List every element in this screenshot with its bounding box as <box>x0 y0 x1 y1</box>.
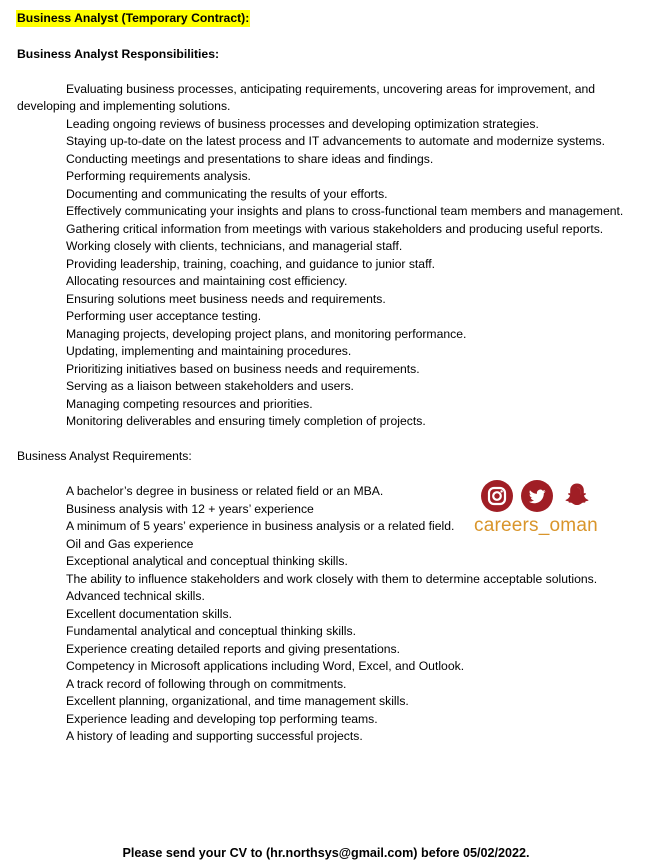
list-item-text: Documenting and communicating the results of your efforts. <box>66 186 388 201</box>
list-item-text: Evaluating business processes, anticipating requirements, uncovering areas for improvement, and developing and implementing solutions. <box>17 81 596 113</box>
list-item-text: Exceptional analytical and conceptual thinking skills. <box>66 554 348 568</box>
list-item <box>17 326 642 344</box>
list-item <box>17 693 642 711</box>
list-item-text: Effectively communicating your insights and plans to cross-functional team members and management. <box>66 204 624 218</box>
list-item <box>17 151 642 169</box>
job-title-text: Business Analyst (Temporary Contract): <box>17 11 250 25</box>
spacer <box>17 431 642 449</box>
list-item-text: Performing user acceptance testing. <box>66 309 262 323</box>
job-title <box>17 10 642 28</box>
list-item <box>17 291 642 309</box>
list-item <box>17 641 642 659</box>
list-item-text: Experience leading and developing top performing teams. <box>66 711 378 726</box>
list-item-text: Ensuring solutions meet business needs and requirements. <box>66 291 386 306</box>
twitter-icon <box>521 480 553 512</box>
list-item-text: A history of leading and supporting successful projects. <box>66 729 363 743</box>
list-item-text: Updating, implementing and maintaining procedures. <box>66 344 352 358</box>
list-item <box>17 553 642 571</box>
list-item-text: Leading ongoing reviews of business processes and developing optimization strategies. <box>66 116 539 131</box>
list-item-text: Staying up-to-date on the latest process and IT advancements to automate and modernize systems. <box>66 134 606 148</box>
list-item <box>17 413 642 431</box>
list-item-text: Providing leadership, training, coaching, and guidance to junior staff. <box>66 256 436 271</box>
instagram-icon <box>481 480 513 512</box>
list-item-text: Prioritizing initiatives based on business needs and requirements. <box>66 361 420 376</box>
list-item-text: Managing projects, developing project plans, and monitoring performance. <box>66 326 467 341</box>
list-item <box>17 676 642 694</box>
spacer <box>17 63 642 81</box>
list-item-text: Oil and Gas experience <box>66 536 194 551</box>
list-item <box>17 238 642 256</box>
list-item-text: Working closely with clients, technicians, and managerial staff. <box>66 239 403 253</box>
document-body <box>17 10 642 746</box>
list-item-text: Competency in Microsoft applications including Word, Excel, and Outlook. <box>66 659 465 673</box>
list-item <box>17 308 642 326</box>
list-item <box>17 256 642 274</box>
list-item <box>17 186 642 204</box>
list-item-text: Monitoring deliverables and ensuring timely completion of projects. <box>66 414 426 428</box>
list-item <box>17 343 642 361</box>
list-item <box>17 571 642 589</box>
list-item <box>17 378 642 396</box>
social-watermark <box>474 478 614 540</box>
list-item <box>17 728 642 746</box>
list-item <box>17 606 642 624</box>
list-item-text: Advanced technical skills. <box>66 589 205 603</box>
responsibilities-list <box>17 81 642 431</box>
list-item <box>17 81 642 116</box>
list-item <box>17 396 642 414</box>
list-item-text: Gathering critical information from meetings with various stakeholders and producing useful reports. <box>66 221 604 236</box>
list-item-text: Fundamental analytical and conceptual thinking skills. <box>66 624 356 638</box>
list-item-text: Experience creating detailed reports and giving presentations. <box>66 641 401 656</box>
list-item-text: Excellent documentation skills. <box>66 606 232 621</box>
list-item <box>17 588 642 606</box>
list-item <box>17 168 642 186</box>
snapchat-icon <box>561 480 593 512</box>
list-item <box>17 273 642 291</box>
careers-oman-handle: careers_oman <box>474 515 598 536</box>
list-item-text: A bachelor’s degree in business or related field or an MBA. <box>66 484 384 498</box>
list-item <box>17 221 642 239</box>
requirements-heading: Business Analyst Requirements: <box>17 449 192 463</box>
list-item-text: The ability to influence stakeholders and work closely with them to determine acceptable solutions. <box>66 571 598 586</box>
list-item <box>17 203 642 221</box>
list-item-text: Allocating resources and maintaining cost efficiency. <box>66 274 348 288</box>
list-item-text: Conducting meetings and presentations to share ideas and findings. <box>66 151 434 166</box>
list-item <box>17 361 642 379</box>
list-item-text: Managing competing resources and priorities. <box>66 396 313 411</box>
list-item <box>17 133 642 151</box>
list-item-text: A minimum of 5 years’ experience in business analysis or a related field. <box>66 519 455 533</box>
list-item-text: Serving as a liaison between stakeholders and users. <box>66 379 354 393</box>
list-item-text: Excellent planning, organizational, and time management skills. <box>66 694 409 708</box>
list-item <box>17 711 642 729</box>
list-item <box>17 116 642 134</box>
list-item <box>17 623 642 641</box>
list-item-text: Business analysis with 12 + years’ experience <box>66 501 314 516</box>
apply-instruction: Please send your CV to (hr.northsys@gmail.com) before 05/02/2022. <box>122 846 530 860</box>
list-item-text: Performing requirements analysis. <box>66 169 251 183</box>
list-item <box>17 658 642 676</box>
responsibilities-heading: Business Analyst Responsibilities: <box>17 46 220 61</box>
list-item-text: A track record of following through on commitments. <box>66 676 347 691</box>
